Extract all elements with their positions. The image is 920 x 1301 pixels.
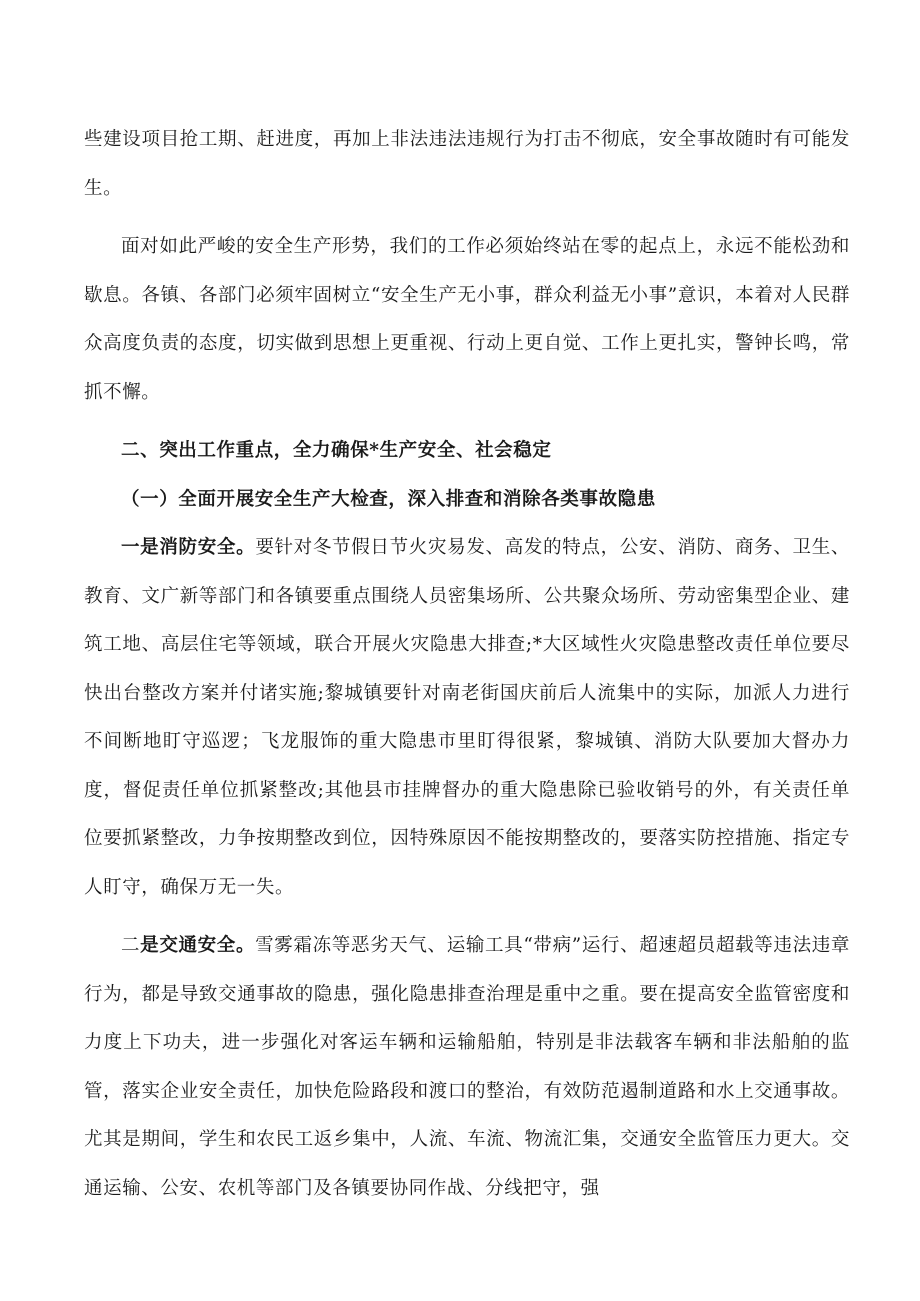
paragraph-lead-fire: 一是消防安全。 (121, 537, 256, 558)
subsection-heading: （一）全面开展安全生产大检查，深入排查和消除各类事故隐患 (121, 488, 656, 510)
paragraph-body-fire: 要针对冬节假日节火灾易发、高发的特点，公安、消防、商务、卫生、教育、文广新等部门和各镇要重点围绕人员密集场所、公共聚众场所、劳动密集型企业、建筑工地、高层住宅等领域，联合开展火灾隐患大排查;*大区域性火灾隐患整改责任单位要尽快出台整改方案并付诸实施;黎城镇要针对南老街国庆前后人流集中的实际，加派人力进行不间断地盯守巡逻；飞龙服饰的重大隐患市里盯得很紧，黎城镇、消防大队要加大督办力度，督促责任单位抓紧整改;其他县市挂牌督办的重大隐患除已验收销号的外，有关责任单位要抓紧整改，力争按期整改到位，因特殊原因不能按期整改的，要落实防控措施、指定专人盯守，确保万无一失。 (84, 537, 850, 898)
paragraph-continuation: 些建设项目抢工期、赶进度，再加上非法违法违规行为打击不彻底，安全事故随时有可能发生。 (84, 129, 850, 199)
paragraph-fire-safety (84, 524, 850, 912)
paragraph-lead-traffic: 是交通安全。 (140, 935, 256, 956)
paragraph-lead-traffic-number: 二 (121, 935, 141, 956)
paragraph-body-traffic: 雪雾霜冻等恶劣天气、运输工具“带病”运行、超速超员超载等违法违章行为，都是导致交通事故的隐患，强化隐患排查治理是重中之重。要在提高安全监管密度和力度上下功夫，进一步强化对客运车辆和运输船舶，特别是非法载客车辆和非法船舶的监管，落实企业安全责任，加快危险路段和渡口的整治，有效防范遏制道路和水上交通事故。尤其是期间，学生和农民工返乡集中，人流、车流、物流汇集，交通安全监管压力更大。交通运输、公安、农机等部门及各镇要协同作战、分线把守，强 (84, 935, 851, 1199)
paragraph-traffic-safety (84, 922, 850, 1213)
document-page (84, 116, 850, 1213)
paragraph-situation: 面对如此严峻的安全生产形势，我们的工作必须始终站在零的起点上，永远不能松劲和歇息。各镇、各部门必须牢固树立“安全生产无小事，群众利益无小事”意识，本着对人民群众高度负责的态度，切实做到思想上更重视、行动上更自觉、工作上更扎实，警钟长鸣，常抓不懈。 (84, 236, 850, 403)
section-heading: 二、突出工作重点，全力确保*生产安全、社会稳定 (121, 440, 552, 461)
